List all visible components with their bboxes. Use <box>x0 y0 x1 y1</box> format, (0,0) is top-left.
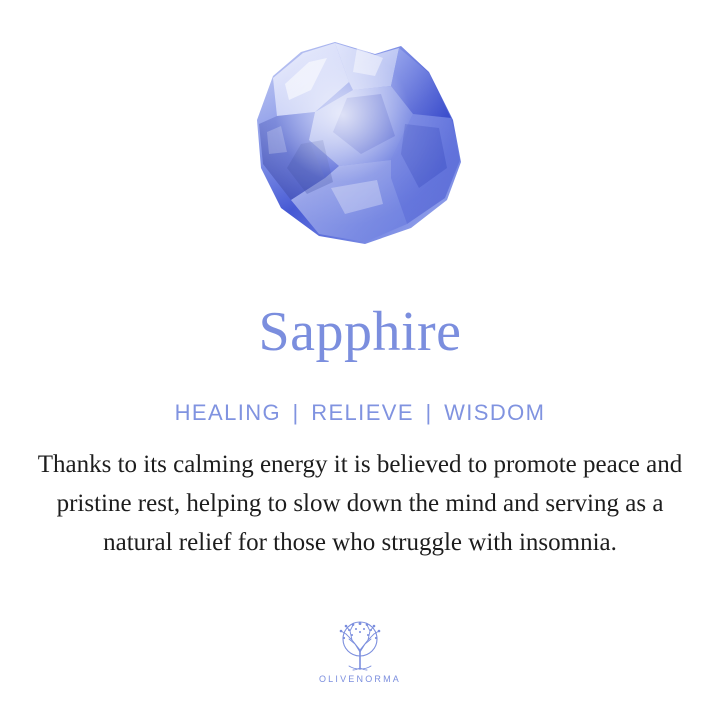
rough-sapphire-crystal-icon <box>215 28 505 278</box>
description-text: Thanks to its calming energy it is believed to promote peace and pristine rest, helping to slow down the mind and serving as a natural relief for those who struggle with insomnia. <box>37 451 683 556</box>
brand-block <box>0 620 720 684</box>
stone-glow <box>257 42 461 244</box>
keyword-list <box>0 400 720 426</box>
keyword-item-2: RELIEVE <box>311 400 414 425</box>
tree-of-life-logo-icon <box>332 620 388 672</box>
keyword-item-1: HEALING <box>174 400 282 425</box>
keyword-separator-1: | <box>292 400 300 425</box>
keyword-separator-2: | <box>425 400 433 425</box>
brand-name: OLIVENORMA <box>318 674 401 684</box>
keyword-item-3: WISDOM <box>444 400 546 425</box>
page-title: Sapphire <box>258 301 462 363</box>
gemstone-image-area <box>0 0 720 290</box>
